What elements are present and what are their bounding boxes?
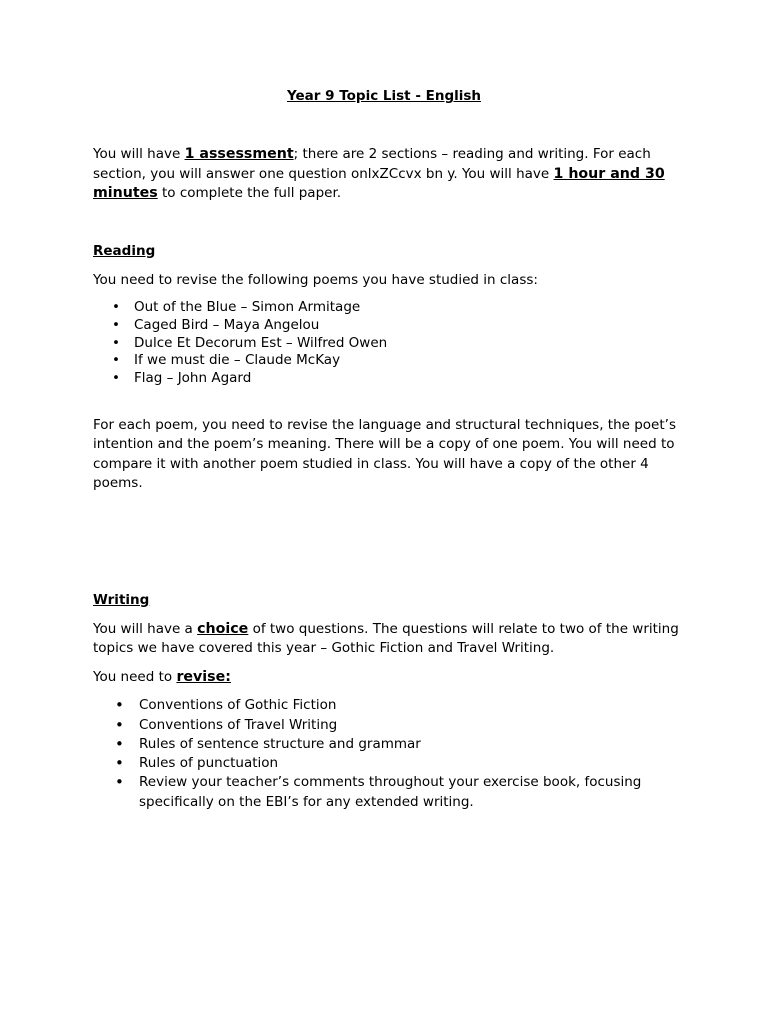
bullet-icon: •: [115, 773, 124, 792]
poem-title: Dulce Et Decorum Est – Wilfred Owen: [134, 334, 388, 351]
list-item: [93, 335, 693, 353]
intro-paragraph: [93, 145, 693, 204]
assessment-emphasis: 1 assessment: [184, 146, 294, 162]
poem-title: If we must die – Claude McKay: [134, 352, 341, 369]
list-item: [93, 317, 693, 335]
list-item: [93, 773, 693, 811]
revise-item: Conventions of Gothic Fiction: [139, 697, 337, 714]
list-item: [93, 352, 693, 370]
list-item: [93, 735, 693, 754]
list-item: [93, 299, 693, 317]
poem-list: [93, 299, 693, 388]
reading-instruction: You need to revise the following poems you have studied in class:: [93, 271, 538, 288]
choice-text-2: of two questions. The questions will relate to two of the writing topics we have covered this year – Gothic Fiction and Travel Writing.: [93, 620, 679, 657]
revise-item: Rules of sentence structure and grammar: [139, 735, 421, 752]
intro-text-2: ; there are 2 sections – reading and writing. For each section, you will answer one question onlxZCcvx bn y. You will have: [93, 146, 651, 182]
writing-choice-paragraph: [93, 620, 693, 659]
poem-title: Flag – John Agard: [134, 370, 252, 387]
bullet-icon: •: [115, 715, 124, 734]
poem-detail-paragraph: For each poem, you need to revise the language and structural techniques, the poet’s intention and the poem’s meaning. There will be a copy of one poem. You will need to compare it with another poem studied in class. You will have a copy of the other 4 poems.: [93, 416, 676, 492]
writing-heading: Writing: [93, 591, 150, 608]
bullet-icon: •: [115, 734, 124, 753]
bullet-icon: •: [112, 370, 120, 387]
page-title: Year 9 Topic List - English: [286, 88, 482, 104]
revise-item: Conventions of Travel Writing: [139, 716, 338, 733]
bullet-icon: •: [112, 352, 120, 369]
poem-title: Caged Bird – Maya Angelou: [134, 316, 320, 333]
bullet-icon: •: [112, 334, 120, 351]
bullet-icon: •: [115, 754, 124, 773]
intro-text-1: You will have: [93, 146, 185, 162]
revise-item: Review your teacher’s comments throughout your exercise book, focusing specifically on the EBI’s for any extended writing.: [139, 774, 642, 810]
bullet-icon: •: [115, 696, 124, 715]
list-item: [93, 716, 693, 735]
intro-text-3: to complete the full paper.: [157, 185, 342, 201]
revise-item: Rules of punctuation: [139, 755, 279, 772]
document-page: [93, 86, 693, 812]
reading-heading: Reading: [93, 242, 156, 259]
bullet-icon: •: [112, 299, 120, 315]
revise-text: You need to: [93, 668, 177, 685]
list-item: [93, 754, 693, 773]
duration-emphasis: 1 hour and 30 minutes: [93, 165, 665, 201]
bullet-icon: •: [112, 316, 120, 333]
list-item: [93, 370, 693, 388]
revise-emphasis: revise:: [176, 668, 231, 685]
revise-instruction: [93, 668, 693, 688]
choice-text-1: You will have a: [93, 620, 198, 637]
poem-title: Out of the Blue – Simon Armitage: [134, 299, 361, 315]
list-item: [93, 696, 693, 715]
choice-emphasis: choice: [197, 620, 249, 637]
revise-list: [93, 696, 693, 811]
